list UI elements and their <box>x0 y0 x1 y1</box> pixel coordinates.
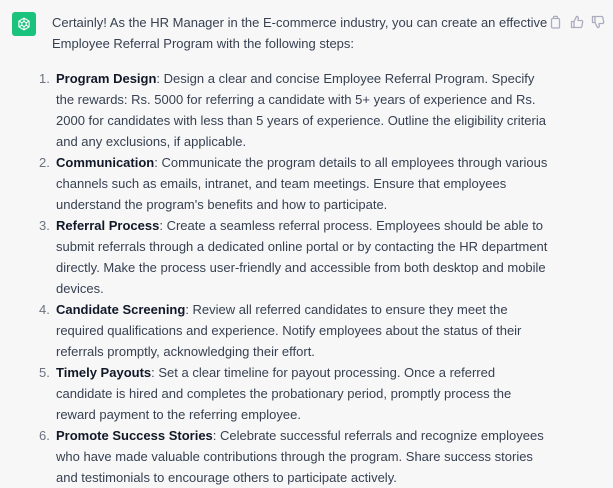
thumbs-up-icon[interactable] <box>569 14 584 29</box>
thumbs-down-icon[interactable] <box>590 14 605 29</box>
list-number: 4. <box>39 302 50 317</box>
list-number: 1. <box>39 71 50 86</box>
list-number: 5. <box>39 365 50 380</box>
list-item <box>39 215 552 299</box>
list-item <box>39 299 552 362</box>
step-text: : Design a clear and concise Employee Referral Program. Specify the rewards: Rs. 5000 for referring a candidate with 5+ years of experience and Rs. 2000 for candidates with less than 5 years of experience. Outline the eligibility criteria and any exclusions, if applicable. <box>56 71 546 149</box>
openai-logo-icon <box>16 16 32 32</box>
step-title: Timely Payouts <box>56 365 152 380</box>
list-item <box>39 68 552 152</box>
list-item <box>39 152 552 215</box>
assistant-avatar <box>12 12 36 36</box>
step-title: Communication <box>56 155 155 170</box>
list-item <box>39 425 552 488</box>
step-title: Referral Process <box>56 218 160 233</box>
step-title: Promote Success Stories <box>56 428 213 443</box>
message-intro: Certainly! As the HR Manager in the E-commerce industry, you can create an effective Employee Referral Program with the following steps: <box>52 15 548 51</box>
step-text: : Set a clear timeline for payout processing. Once a referred candidate is hired and completes the probationary period, promptly process the reward payment to the referring employee. <box>56 365 512 422</box>
step-text: : Celebrate successful referrals and recognize employees who have made valuable contributions through the program. Share success stories and testimonials to encourage others to participate actively. <box>56 428 544 485</box>
list-number: 2. <box>39 155 50 170</box>
step-text: : Review all referred candidates to ensure they meet the required qualifications and experience. Notify employees about the status of their referrals promptly, acknowledging their effort. <box>56 302 522 359</box>
step-title: Candidate Screening <box>56 302 186 317</box>
steps-list <box>39 68 552 488</box>
list-number: 6. <box>39 428 50 443</box>
step-text: : Communicate the program details to all employees through various channels such as emails, intranet, and team meetings. Ensure that employees understand the program's benefits and how to participate. <box>56 155 548 212</box>
message-content <box>39 12 552 488</box>
message-actions <box>548 14 605 29</box>
list-number: 3. <box>39 218 50 233</box>
step-title: Program Design <box>56 71 157 86</box>
list-item <box>39 362 552 425</box>
step-text: : Create a seamless referral process. Employees should be able to submit referrals through a dedicated online portal or by contacting the HR department directly. Make the process user-friendly and accessible from both desktop and mobile devices. <box>56 218 548 296</box>
